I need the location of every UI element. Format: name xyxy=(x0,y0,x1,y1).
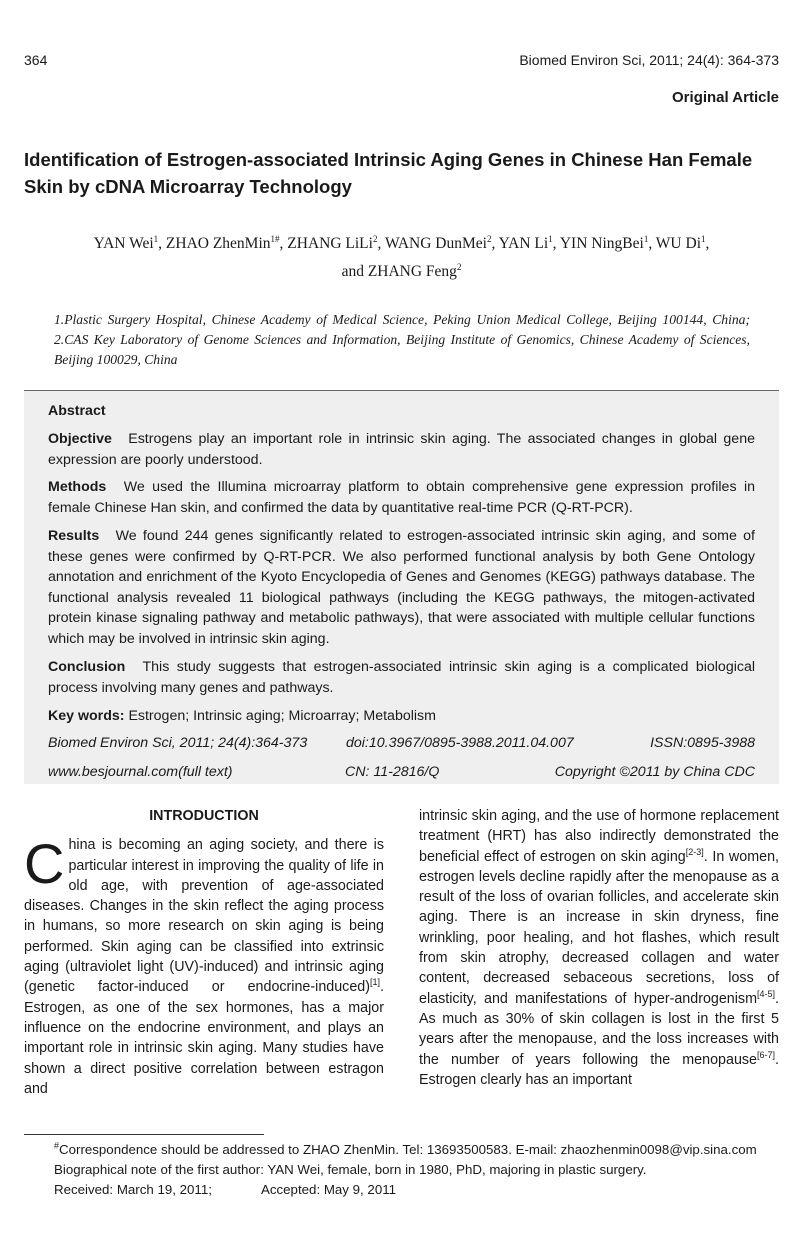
abstract-results: Results We found 244 genes significantly related to estrogen-associated intrinsic skin aging, and some of these genes were confirmed by Q-RT-PCR. We also performed functional analysis by both Gene Ontology annotation and enrichment of the Kyoto Encyclopedia of Genes and Genomes (KEGG) pathways database. The functional analysis revealed 11 biological pathways (including the KEGG pathways, the mitogen-activated protein kinase signaling pathway and metabolic pathways), that were associated with multiple cellular functions which may be involved in intrinsic skin aging. xyxy=(48,528,755,647)
citation-ref[interactable]: [4-5] xyxy=(757,988,776,999)
intro-paragraph-continued: intrinsic skin aging, and the use of hormone replacement treatment (HRT) has also indirectly demonstrated the beneficial effect of estrogen on skin aging[2-3]. In women, estrogen levels decline rapidly after the menopause as a result of the loss of ovarian follicles, and accelerate skin aging. There is an increase in skin dryness, fine wrinkling, poor healing, and hot flashes, which result from skin atrophy, decreased collagen and water content, decreased sebaceous secretions, loss of elasticity, and manifestations of hyper-androgenism[4-5]. As much as 30% of skin collagen is lost in the first 5 years after the menopause, and the loss increases with the number of years following the menopause[6-7]. Estrogen clearly has an important xyxy=(419,808,779,1088)
abstract-keywords: Key words: Estrogen; Intrinsic aging; Microarray; Metabolism xyxy=(48,708,436,724)
doi: doi:10.3967/0895-3988.2011.04.007 xyxy=(346,735,574,751)
abstract-conclusion: Conclusion This study suggests that estrogen-associated intrinsic skin aging is a complicated biological process involving many genes and pathways. xyxy=(48,659,755,696)
footnote-divider xyxy=(24,1134,264,1135)
website-link[interactable]: www.besjournal.com(full text) xyxy=(48,764,233,780)
copyright: Copyright ©2011 by China CDC xyxy=(554,764,755,780)
abstract-methods: Methods We used the Illumina microarray platform to obtain comprehensive gene expression profiles in female Chinese Han skin, and confirmed the data by quantitative real-time PCR (Q-RT-PCR). xyxy=(48,479,755,516)
drop-cap: C xyxy=(24,832,65,896)
biographical-note: Biographical note of the first author: YAN Wei, female, born in 1980, PhD, majoring in plastic surgery. xyxy=(54,1162,647,1177)
citation-ref[interactable]: [6-7] xyxy=(757,1049,776,1060)
author: and ZHANG Feng$^2$ xyxy=(341,261,462,280)
correspondence-note: #Correspondence should be addressed to ZHAO ZhenMin. Tel: 13693500583. E-mail: zhaozhenmin0098@vip.sina.com xyxy=(54,1140,757,1157)
abstract-box xyxy=(24,390,779,784)
citation-ref[interactable]: [2-3] xyxy=(685,846,704,857)
abstract-heading: Abstract xyxy=(48,403,106,419)
cn-number: CN: 11-2816/Q xyxy=(345,764,440,780)
author: ZHAO ZhenMin$^{1\#}$, xyxy=(165,233,288,252)
intro-paragraph: China is becoming an aging society, and there is particular interest in improving the quality of life in old age, with prevention of age-associated diseases. Changes in the skin reflect the aging process in humans, so more research on skin aging is being performed. Skin aging can be classified into extrinsic aging (ultraviolet light (UV)-induced) and intrinsic aging (genetic factor-induced or endocrine-induced)[1]. Estrogen, as one of the sex hormones, has a major influence on the endocrine environment, and plays an important role in intrinsic skin aging. Many studies have shown a direct positive correlation between estragon and xyxy=(24,832,384,1097)
author: ZHANG LiLi$^2$, xyxy=(287,233,385,252)
author: YAN Wei$^1$, xyxy=(93,233,166,252)
citation-ref[interactable]: [1] xyxy=(370,977,381,988)
affiliations: 1.Plastic Surgery Hospital, Chinese Academy of Medical Science, Peking Union Medical College, Beijing 100144, China; 2.CAS Key Laboratory of Genome Sciences and Information, Beijing Institute of Genomics, Chinese Academy of Sciences, Beijing 100029, China xyxy=(54,312,750,367)
author: YAN Li$^1$, xyxy=(498,233,560,252)
footnotes xyxy=(54,1140,779,1200)
abstract-objective: Objective Estrogens play an important role in intrinsic skin aging. The associated changes in global gene expression are poorly understood. xyxy=(48,431,755,468)
author-list xyxy=(24,230,779,286)
journal-reference: Biomed Environ Sci, 2011; 24(4): 364-373 xyxy=(519,52,779,68)
author: WANG DunMei$^2$, xyxy=(384,233,499,252)
left-column xyxy=(24,806,384,1099)
author: YIN NingBei$^1$, xyxy=(559,233,656,252)
citation: Biomed Environ Sci, 2011; 24(4):364-373 xyxy=(48,735,308,751)
right-column xyxy=(419,806,779,1090)
dates-note: Received: March 19, 2011; Accepted: May 9, 2011 xyxy=(54,1182,397,1197)
article-title: Identification of Estrogen-associated Intrinsic Aging Genes in Chinese Han Female Skin by cDNA Microarray Technology xyxy=(24,149,753,197)
author: WU Di$^1$, xyxy=(655,233,710,252)
article-type: Original Article xyxy=(672,89,779,106)
issn: ISSN:0895-3988 xyxy=(650,735,755,751)
section-heading: INTRODUCTION xyxy=(149,808,259,824)
page-number: 364 xyxy=(24,52,48,68)
